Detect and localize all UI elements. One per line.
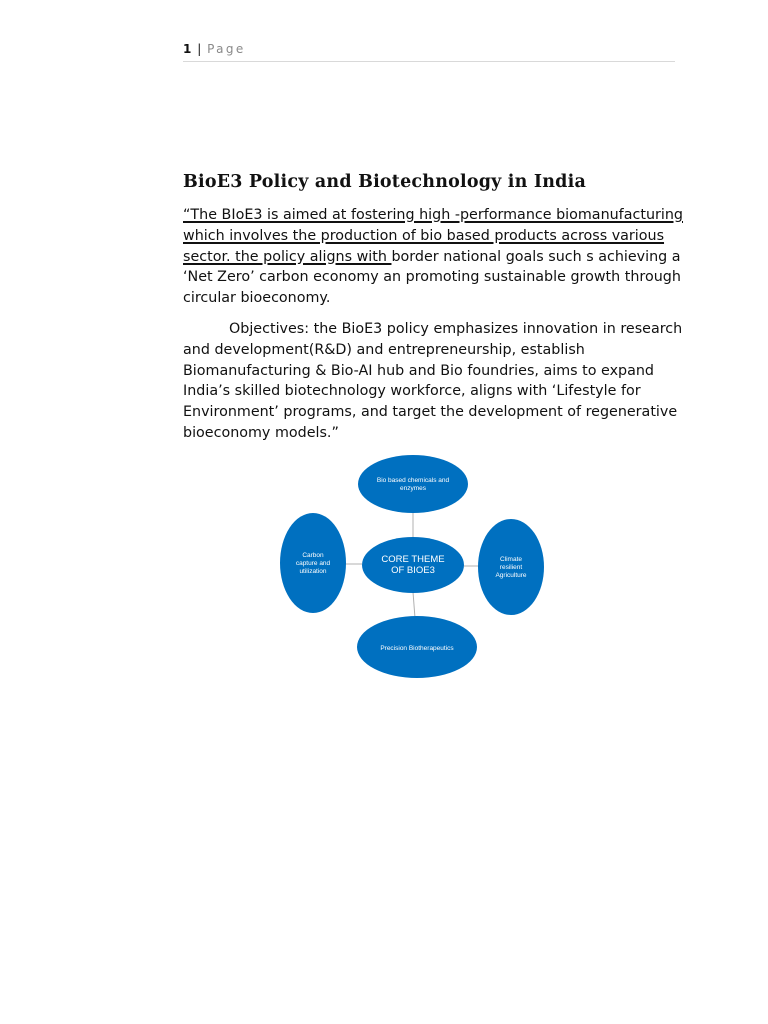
left-label-line: capture and [295,560,331,567]
page-number: 1 [183,42,192,56]
bottom-label-line: Precision Biotherapeutics [380,645,454,652]
paragraph-line: Objectives: the BioE3 policy emphasizes innovation in research [229,321,683,337]
objectives-paragraph [183,319,683,444]
right-node [478,519,544,615]
left-node [280,513,346,613]
paragraph-line: bioeconomy models.” [183,424,339,441]
core-theme-diagram [270,450,560,690]
right-label-line: Climate [499,556,523,563]
page-label: Page [207,42,246,56]
paragraph-line [183,247,681,268]
right-label-line: Agriculture [495,572,527,579]
left-label-line: utilization [299,568,327,575]
top-label-line: Bio based chemicals and [376,477,450,484]
page-header [183,42,675,62]
document-title: BioE3 Policy and Biotechnology in India [183,172,587,192]
paragraph-line: ‘Net Zero’ carbon economy an promoting sustainable growth through [183,269,681,286]
left-label-line: Carbon [302,552,324,559]
underlined-text: sector. the policy aligns with [183,248,392,265]
paragraph-line: and development(R&D) and entrepreneurship, establish [183,341,585,358]
paragraph-line: Biomanufacturing & Bio-AI hub and Bio foundries, aims to expand [183,362,655,379]
paragraph-line: which involves the production of bio based products across various [183,227,665,244]
bottom-node [357,616,477,678]
paragraph-line: “The BIoE3 is aimed at fostering high -performance biomanufacturing [183,207,683,223]
paragraph-line: India’s skilled biotechnology workforce, aligns with ‘Lifestyle for [183,383,641,400]
intro-paragraph [183,205,683,309]
right-label-line: resilient [499,564,523,571]
top-label-line: enzymes [399,485,427,492]
top-node [358,455,468,513]
paragraph-text: border national goals such s achieving a [391,248,681,265]
center-label-line: OF BIOE3 [391,565,435,576]
paragraph-line: Environment’ programs, and target the development of regenerative [183,404,678,421]
header-separator: | [197,42,202,56]
paragraph-line: circular bioeconomy. [183,290,331,307]
center-label-line: CORE THEME [381,554,445,565]
center-node [362,537,464,593]
